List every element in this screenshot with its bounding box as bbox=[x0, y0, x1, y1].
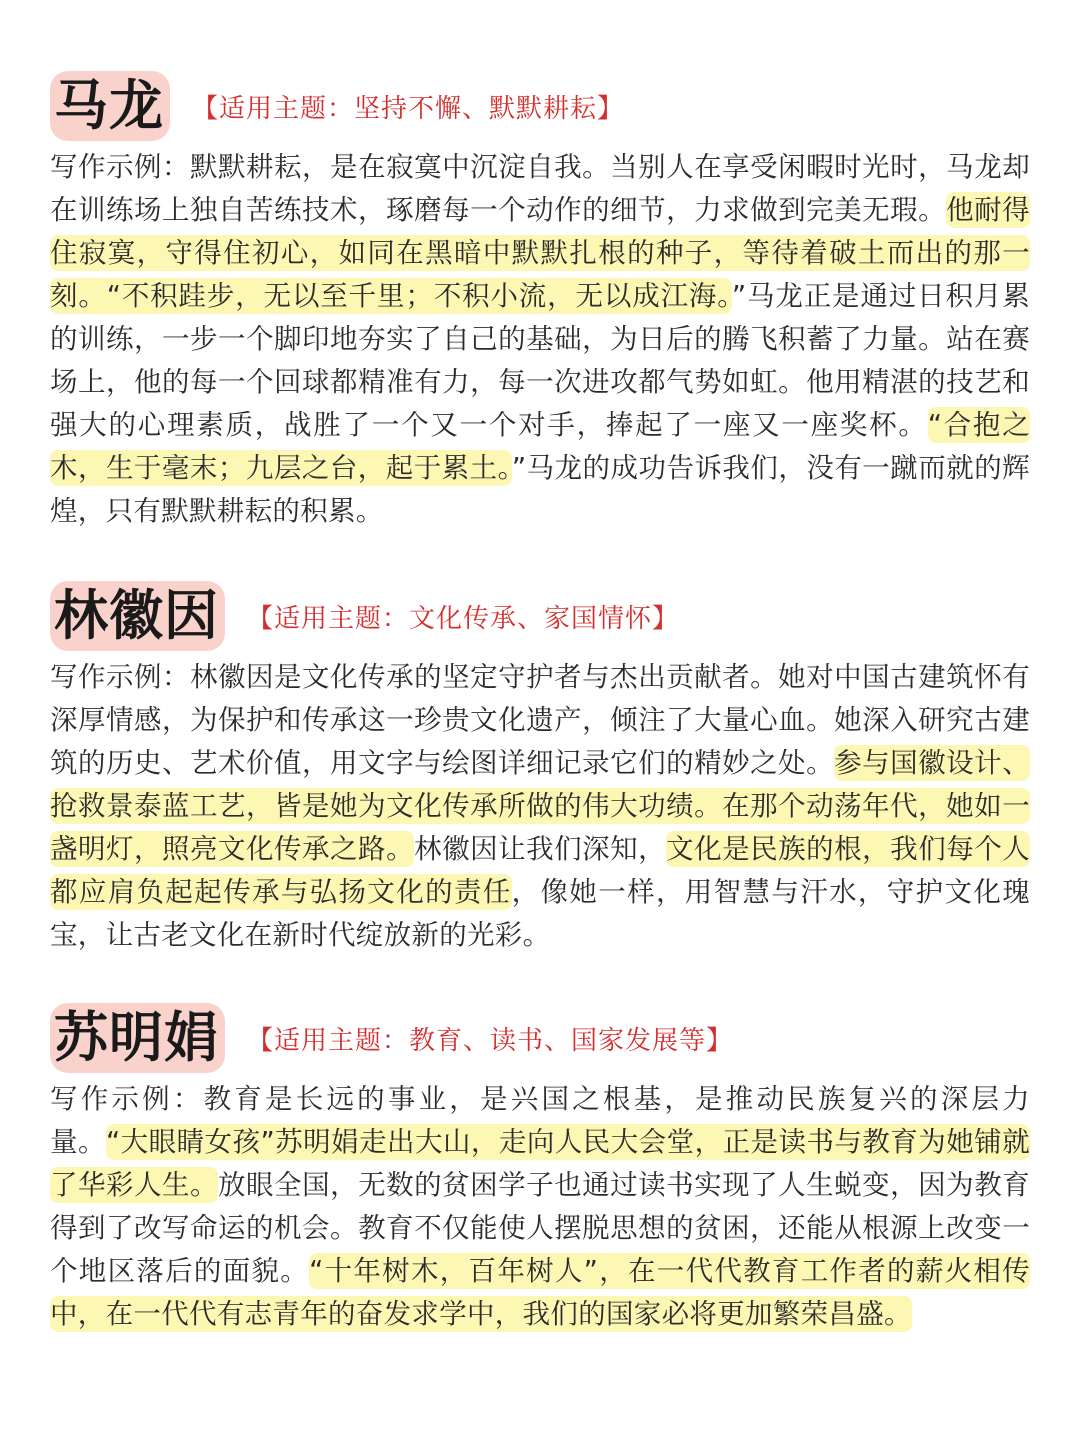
section-su-mingjuan bbox=[50, 1002, 1030, 1336]
text-segment: ”马龙正是通过日积月累的训练，一步一个脚印地夯实了自己的基础，为日后的腾飞积蓄了力量。站在赛场上，他的每一个回球都精准有力，每一次进攻都气势如虹。他用精湛的技艺和强大的心理素质，战胜了一个又一个对手，捧起了一座又一座奖杯。 bbox=[50, 280, 1030, 441]
highlighted-segment: 参与国徽设计、抢救景泰蓝工艺，皆是她为文化传承所做的伟大功绩。在那个动荡年代，她如一盏明灯，照亮文化传承之路。 bbox=[50, 747, 1030, 865]
section-header bbox=[50, 580, 1030, 652]
text-segment: 放眼全国，无数的贫困学子也通过读书实现了人生蜕变，因为教育得到了改写命运的机会。教育不仅能使人摆脱思想的贫困，还能从根源上改变一个地区落后的面貌。 bbox=[50, 1169, 1030, 1287]
example-paragraph bbox=[50, 656, 1030, 957]
highlighted-segment: “大眼睛女孩”苏明娟走出大山，走向人民大会堂，正是读书与教育为她铺就了华彩人生。 bbox=[50, 1126, 1030, 1201]
text-segment: ，像她一样，用智慧与汗水，守护文化瑰宝，让古老文化在新时代绽放新的光彩。 bbox=[50, 876, 1030, 951]
text-segment: 林徽因让我们深知， bbox=[414, 833, 667, 865]
section-header bbox=[50, 70, 1030, 142]
text-segment: ”马龙的成功告诉我们，没有一蹴而就的辉煌，只有默默耕耘的积累。 bbox=[50, 452, 1030, 527]
person-name-badge: 林徽因 bbox=[50, 581, 225, 651]
highlighted-segment: “合抱之木，生于毫末；九层之台，起于累土。 bbox=[50, 409, 1031, 484]
theme-label: 【适用主题：教育、读书、国家发展等】 bbox=[247, 1025, 734, 1056]
text-segment: 写作示例：默默耕耘，是在寂寞中沉淀自我。当别人在享受闲暇时光时，马龙却在训练场上独自苦练技术，琢磨每一个动作的细节，力求做到完美无瑕。 bbox=[50, 151, 1030, 226]
highlighted-segment: 文化是民族的根，我们每个人都应肩负起起传承与弘扬文化的责任 bbox=[50, 833, 1031, 908]
theme-label: 【适用主题：文化传承、家国情怀】 bbox=[247, 603, 680, 634]
highlighted-segment: “十年树木，百年树人”，在一代代教育工作者的薪火相传中，在一代代有志青年的奋发求学中，我们的国家必将更加繁荣昌盛。 bbox=[50, 1255, 1031, 1330]
example-paragraph bbox=[50, 1078, 1030, 1336]
text-segment: 写作示例：教育是长远的事业，是兴国之根基，是推动民族复兴的深层力量。 bbox=[50, 1083, 1030, 1158]
theme-label: 【适用主题：坚持不懈、默默耕耘】 bbox=[192, 93, 625, 124]
text-segment: 写作示例：林徽因是文化传承的坚定守护者与杰出贡献者。她对中国古建筑怀有深厚情感，为保护和传承这一珍贵文化遗产，倾注了大量心血。她深入研究古建筑的历史、艺术价值，用文字与绘图详细记录它们的精妙之处。 bbox=[50, 661, 1030, 779]
highlighted-segment: 他耐得住寂寞，守得住初心，如同在黑暗中默默扎根的种子，等待着破土而出的那一刻。“不积跬步，无以至千里；不积小流，无以成江海。 bbox=[50, 194, 1030, 312]
person-name-badge: 苏明娟 bbox=[50, 1003, 225, 1073]
section-header bbox=[50, 1002, 1030, 1074]
section-lin-huiyin bbox=[50, 580, 1030, 957]
section-ma-long bbox=[50, 70, 1030, 533]
person-name-badge: 马龙 bbox=[50, 71, 170, 141]
example-paragraph bbox=[50, 146, 1030, 533]
